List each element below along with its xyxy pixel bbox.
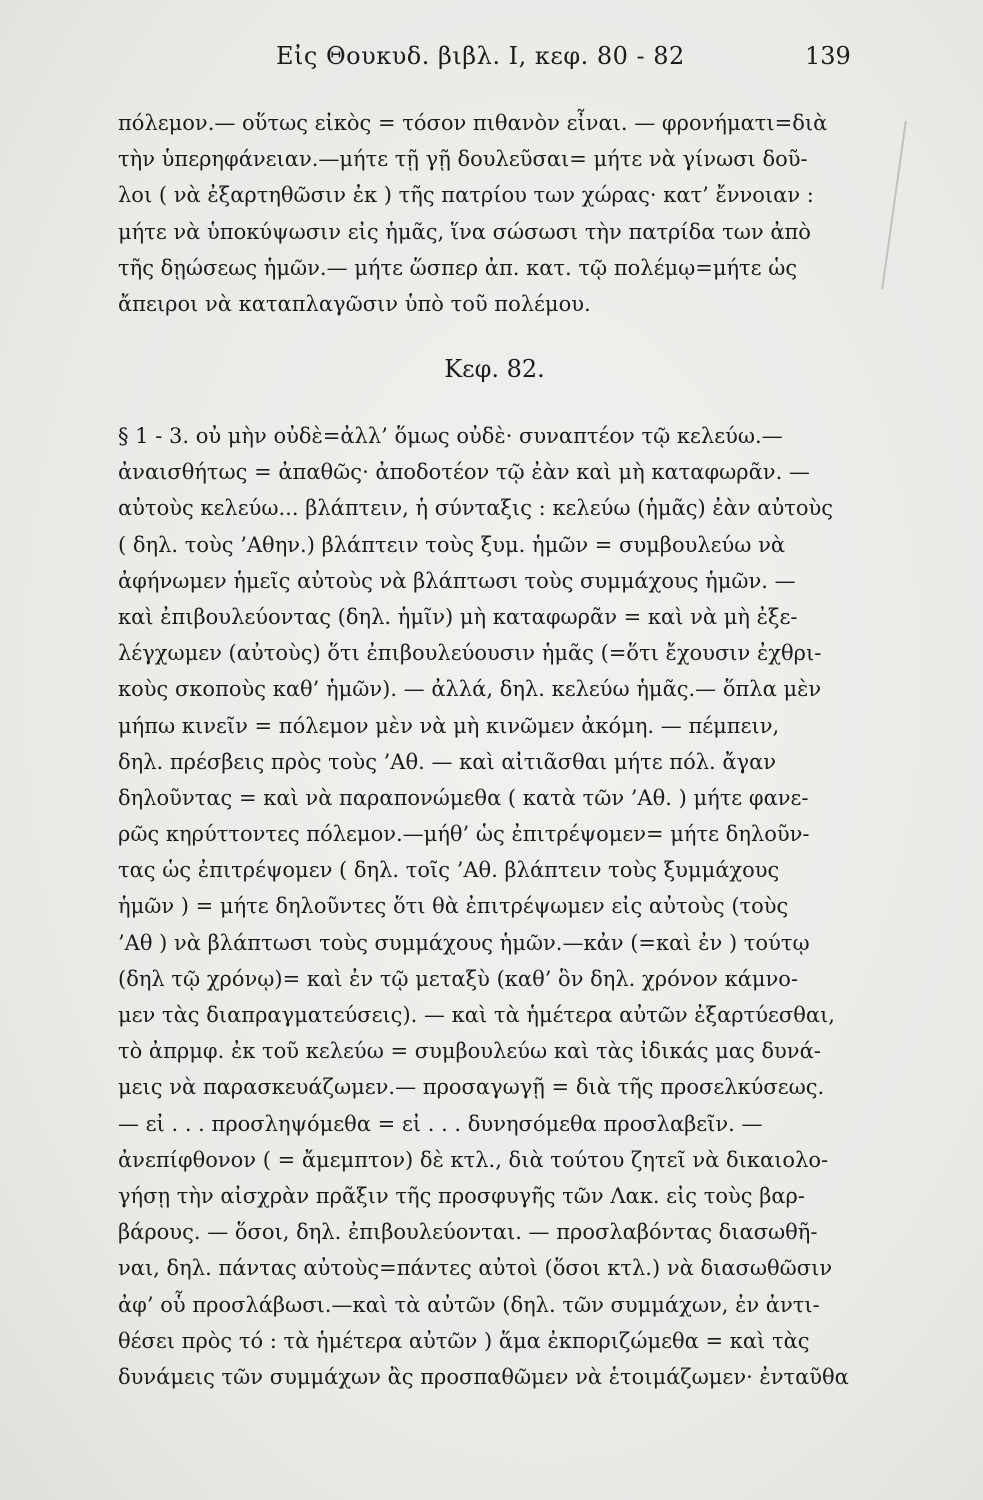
text-line: μήπω κινεῖν = πόλεμον μὲν νὰ μὴ κινῶμεν ἀκόμη. — πέμπειν,: [118, 713, 780, 738]
text-line: τας ὡς ἐπιτρέψομεν ( δηλ. τοῖς ’Αθ. βλάπτειν τοὺς ξυμμάχους: [118, 858, 780, 883]
text-line: λοι ( νὰ ἐξαρτηθῶσιν ἐκ ) τῆς πατρίου των χώρας· κατ’ ἔννοιαν :: [118, 183, 814, 208]
margin-pencil-mark: [881, 121, 907, 290]
text-line: μεις νὰ παρασκευάζωμεν.— προσαγωγῇ = διὰ τῆς προσελκύσεως.: [118, 1075, 825, 1100]
intro-text-block: [118, 105, 878, 322]
text-line: τῆς δῃώσεως ἡμῶν.— μήτε ὥσπερ ἀπ. κατ. τῷ πολέμῳ=μήτε ὡς: [118, 255, 798, 280]
text-line: ἀφ’ οὗ προσλάβωσι.—καὶ τὰ αὐτῶν (δηλ. τῶν συμμάχων, ἐν ἀντι-: [118, 1292, 820, 1317]
text-line: καὶ ἐπιβουλεύοντας (δηλ. ἡμῖν) μὴ καταφωρᾶν = καὶ νὰ μὴ ἐξε-: [118, 604, 798, 629]
text-line: ( δηλ. τοὺς ’Αθην.) βλάπτειν τοὺς ξυμ. ἡμῶν = συμβουλεύω νὰ: [118, 532, 786, 557]
text-line: θέσει πρὸς τό : τὰ ἡμέτερα αὐτῶν ) ἅμα ἐκποριζώμεθα = καὶ τὰς: [118, 1328, 810, 1353]
page-number: 139: [805, 42, 851, 70]
chapter-heading: Κεφ. 82.: [444, 355, 545, 383]
text-line: ’Αθ ) νὰ βλάπτωσι τοὺς συμμάχους ἡμῶν.—κἀν (=καὶ ἐν ) τούτῳ: [118, 930, 810, 955]
text-line: δηλ. πρέσβεις πρὸς τοὺς ’Αθ. — καὶ αἰτιᾶσθαι μήτε πόλ. ἄγαν: [118, 749, 777, 774]
text-line: γήσῃ τὴν αἰσχρὰν πρᾶξιν τῆς προσφυγῆς τῶν Λακ. εἰς τοὺς βαρ-: [118, 1183, 805, 1208]
text-line: πόλεμον.— οὕτως εἰκὸς = τόσον πιθανὸν εἶναι. — φρονήματι=διὰ: [118, 111, 828, 135]
text-line: ἄπειροι νὰ καταπλαγῶσιν ὑπὸ τοῦ πολέμου.: [118, 291, 591, 316]
text-line: λέγχωμεν (αὐτοὺς) ὅτι ἐπιβουλεύουσιν ἡμᾶς (=ὅτι ἔχουσιν ἐχθρι-: [118, 641, 822, 666]
text-line: ρῶς κηρύττοντες πόλεμον.—μήθ’ ὡς ἐπιτρέψομεν= μήτε δηλοῦν-: [118, 822, 810, 847]
text-line: ναι, δηλ. πάντας αὐτοὺς=πάντες αὐτοὶ (ὅσοι κτλ.) νὰ διασωθῶσιν: [118, 1256, 833, 1281]
running-head: Εἰς Θουκυδ. βιβλ. Ι, κεφ. 80 - 82: [276, 42, 685, 70]
text-line: — εἰ . . . προσληψόμεθα = εἰ . . . δυνησόμεθα προσλαβεῖν. —: [118, 1111, 763, 1136]
text-line: § 1 - 3. οὐ μὴν οὐδὲ=ἀλλ’ ὅμως οὐδὲ· συναπτέον τῷ κελεύω.—: [118, 424, 783, 448]
page-header: [0, 40, 983, 80]
text-line: δυνάμεις τῶν συμμάχων ἂς προσπαθῶμεν νὰ ἑτοιμάζωμεν· ἐνταῦθα: [118, 1364, 849, 1389]
text-line: μεν τὰς διαπραγματεύσεις). — καὶ τὰ ἡμέτερα αὐτῶν ἐξαρτύεσθαι,: [118, 1003, 835, 1027]
text-line: ἀφήνωμεν ἡμεῖς αὐτοὺς νὰ βλάπτωσι τοὺς συμμάχους ἡμῶν. —: [118, 568, 796, 593]
text-line: τὴν ὑπερηφάνειαν.—μήτε τῇ γῇ δουλεῦσαι= μήτε νὰ γίνωσι δοῦ-: [118, 147, 808, 172]
text-line: βάρους. — ὅσοι, δηλ. ἐπιβουλεύονται. — προσλαβόντας διασωθῆ-: [118, 1220, 818, 1245]
text-line: κοὺς σκοποὺς καθ’ ἡμῶν). — ἀλλά, δηλ. κελεύω ἡμᾶς.— ὅπλα μὲν: [118, 677, 822, 702]
text-line: αὐτοὺς κελεύω... βλάπτειν, ἡ σύνταξις : κελεύω (ἡμᾶς) ἐὰν αὐτοὺς: [118, 496, 834, 521]
text-line: δηλοῦντας = καὶ νὰ παραπονώμεθα ( κατὰ τῶν ’Αθ. ) μήτε φανε-: [118, 785, 809, 810]
text-line: ἀναισθήτως = ἀπαθῶς· ἀποδοτέον τῷ ἐὰν καὶ μὴ καταφωρᾶν. —: [118, 460, 810, 485]
text-line: τὸ ἀπρμφ. ἐκ τοῦ κελεύω = συμβουλεύω καὶ τὰς ἰδικάς μας δυνά-: [118, 1039, 821, 1064]
text-line: μήτε νὰ ὑποκύψωσιν εἰς ἡμᾶς, ἵνα σώσωσι τὴν πατρίδα των ἀπὸ: [118, 219, 811, 244]
text-line: ἀνεπίφθονον ( = ἄμεμπτον) δὲ κτλ., διὰ τούτου ζητεῖ νὰ δικαιολο-: [118, 1147, 829, 1172]
text-line: ἡμῶν ) = μήτε δηλοῦντες ὅτι θὰ ἐπιτρέψωμεν εἰς αὐτοὺς (τοὺς: [118, 894, 789, 919]
text-line: (δηλ τῷ χρόνῳ)= καὶ ἐν τῷ μεταξὺ (καθ’ ὃν δηλ. χρόνον κάμνο-: [118, 966, 799, 991]
commentary-text-block: [118, 418, 878, 1395]
